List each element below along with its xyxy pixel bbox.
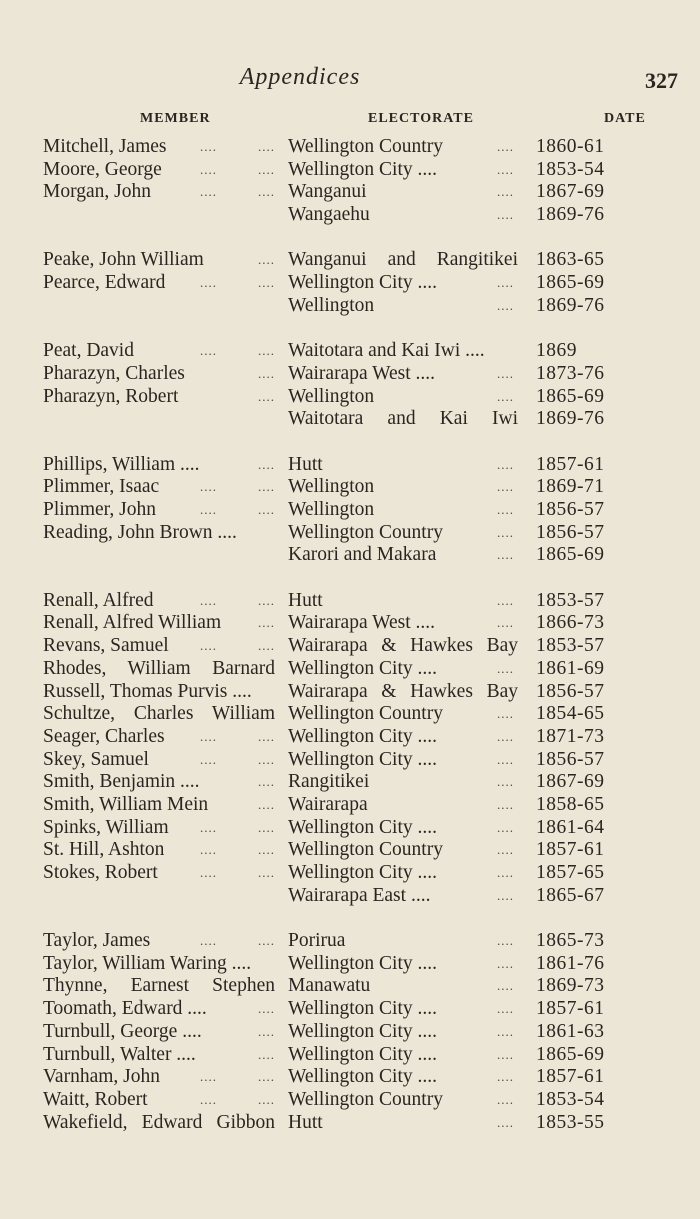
table-row xyxy=(0,1066,700,1089)
term-dates: 1865-73 xyxy=(536,930,605,952)
member-name: Waitt, Robert xyxy=(43,1088,148,1110)
member-name: Renall, Alfred William xyxy=(43,612,222,634)
electorate-name: Wairarapa West .... xyxy=(288,612,436,634)
electorate-leader-dots: .... xyxy=(497,547,514,563)
table-row xyxy=(0,408,700,431)
term-dates: 1860-61 xyxy=(536,136,605,157)
table-row xyxy=(0,136,700,159)
term-dates: 1869 xyxy=(536,340,577,362)
electorate-leader-dots: .... xyxy=(497,615,514,631)
term-dates: 1853-54 xyxy=(536,1088,605,1110)
electorate-leader-dots: .... xyxy=(497,479,514,495)
electorate-name: Wanganui xyxy=(288,181,367,203)
table-row xyxy=(0,1089,700,1112)
electorate-leader-dots: .... xyxy=(497,1046,514,1062)
term-dates: 1861-69 xyxy=(536,657,605,679)
term-dates: 1856-57 xyxy=(536,499,605,520)
term-dates: 1856-57 xyxy=(536,521,605,543)
electorate-leader-dots: .... xyxy=(497,955,514,971)
member-name: Taylor, James xyxy=(43,930,151,952)
electorate-leader-dots: .... xyxy=(497,297,514,313)
electorate-name: Wellington City .... xyxy=(288,816,438,838)
term-dates: 1869-71 xyxy=(536,476,605,498)
leader-dots: .... xyxy=(258,933,275,949)
leader-dots: .... xyxy=(258,842,275,858)
electorate-name: Wellington City .... xyxy=(288,272,438,294)
leader-dots: .... xyxy=(258,1023,275,1039)
member-name: Reading, John Brown .... xyxy=(43,521,237,543)
member-leader-dots: .... xyxy=(200,638,217,654)
table-row xyxy=(0,1021,700,1044)
term-dates: 1866-73 xyxy=(536,612,605,634)
member-leader-dots: .... xyxy=(200,842,217,858)
leader-dots: .... xyxy=(258,728,275,744)
electorate-name: Wanganui and Rangitikei xyxy=(288,249,518,271)
electorate-leader-dots: .... xyxy=(497,139,514,154)
table-row xyxy=(0,794,700,817)
electorate-name: Wellington xyxy=(288,385,375,407)
member-name: Smith, William Mein xyxy=(43,793,209,815)
electorate-name: Wellington City .... xyxy=(288,998,438,1020)
electorate-leader-dots: .... xyxy=(497,887,514,903)
member-name: Skey, Samuel xyxy=(43,748,149,770)
electorate-name: Porirua xyxy=(288,930,346,952)
electorate-name: Hutt xyxy=(288,589,323,611)
electorate-name: Wellington xyxy=(288,476,375,498)
member-name: Peake, John William xyxy=(43,249,204,271)
electorate-name: Hutt xyxy=(288,453,323,475)
member-leader-dots: .... xyxy=(200,184,217,200)
member-name: Taylor, William Waring .... xyxy=(43,952,252,974)
table-row xyxy=(0,658,700,681)
leader-dots: .... xyxy=(258,1001,275,1017)
member-name: Toomath, Edward .... xyxy=(43,998,207,1020)
electorate-leader-dots: .... xyxy=(497,774,514,790)
leader-dots: .... xyxy=(258,388,275,404)
leader-dots: .... xyxy=(258,139,275,154)
leader-dots: .... xyxy=(258,638,275,654)
column-header-member: MEMBER xyxy=(140,111,211,126)
electorate-name: Waitotara and Kai Iwi xyxy=(288,408,518,430)
member-name: Rhodes, William Barnard xyxy=(43,657,275,679)
member-leader-dots: .... xyxy=(200,343,217,359)
table-row xyxy=(0,204,700,227)
member-name: Russell, Thomas Purvis .... xyxy=(43,680,252,702)
member-name: Stokes, Robert xyxy=(43,862,158,883)
term-dates: 1857-61 xyxy=(536,998,605,1020)
electorate-name: Wellington xyxy=(288,294,375,316)
electorate-name: Wellington City .... xyxy=(288,748,438,770)
term-dates: 1865-69 xyxy=(536,272,605,294)
electorate-name: Waitotara and Kai Iwi .... xyxy=(288,340,485,362)
leader-dots: .... xyxy=(258,1046,275,1062)
electorate-leader-dots: .... xyxy=(497,865,514,880)
leader-dots: .... xyxy=(258,774,275,790)
term-dates: 1853-57 xyxy=(536,589,605,611)
table-row xyxy=(0,499,700,522)
electorate-leader-dots: .... xyxy=(497,1069,514,1085)
member-name: Pharazyn, Charles xyxy=(43,362,185,384)
table-row xyxy=(0,817,700,840)
leader-dots: .... xyxy=(258,751,275,767)
term-dates: 1869-76 xyxy=(536,294,605,316)
term-dates: 1871-73 xyxy=(536,725,605,747)
running-title: Appendices xyxy=(239,64,361,90)
term-dates: 1853-54 xyxy=(536,158,605,180)
table-row xyxy=(0,998,700,1021)
electorate-leader-dots: .... xyxy=(497,365,514,381)
member-leader-dots: .... xyxy=(200,479,217,495)
table-row xyxy=(0,159,700,182)
member-name: Turnbull, George .... xyxy=(43,1020,202,1042)
term-dates: 1869-76 xyxy=(536,408,605,430)
member-name: Revans, Samuel xyxy=(43,635,169,657)
table-row xyxy=(0,839,700,862)
electorate-name: Wellington City .... xyxy=(288,657,438,679)
member-name: Seager, Charles xyxy=(43,725,165,747)
member-name: St. Hill, Ashton xyxy=(43,839,165,861)
member-name: Pearce, Edward xyxy=(43,272,166,294)
member-name: Pharazyn, Robert xyxy=(43,385,179,407)
electorate-leader-dots: .... xyxy=(497,842,514,858)
table-row xyxy=(0,681,700,704)
electorate-leader-dots: .... xyxy=(497,1091,514,1107)
term-dates: 1857-65 xyxy=(536,862,605,883)
member-leader-dots: .... xyxy=(200,275,217,291)
electorate-name: Wairarapa West .... xyxy=(288,362,436,384)
leader-dots: .... xyxy=(258,184,275,200)
electorate-name: Wellington City .... xyxy=(288,862,438,883)
column-header-date: DATE xyxy=(604,111,646,126)
member-leader-dots: .... xyxy=(200,751,217,767)
column-header-electorate: ELECTORATE xyxy=(368,111,474,126)
electorate-name: Wellington City .... xyxy=(288,1043,438,1065)
electorate-leader-dots: .... xyxy=(497,751,514,767)
leader-dots: .... xyxy=(258,456,275,472)
electorate-leader-dots: .... xyxy=(497,706,514,722)
member-leader-dots: .... xyxy=(200,728,217,744)
electorate-name: Wellington City .... xyxy=(288,1020,438,1042)
leader-dots: .... xyxy=(258,1091,275,1107)
term-dates: 1865-69 xyxy=(536,1043,605,1065)
term-dates: 1854-65 xyxy=(536,703,605,725)
table-row xyxy=(0,590,700,613)
table-row xyxy=(0,295,700,318)
table-row xyxy=(0,476,700,499)
leader-dots: .... xyxy=(258,592,275,608)
member-leader-dots: .... xyxy=(200,819,217,835)
member-name: Renall, Alfred xyxy=(43,589,154,611)
term-dates: 1867-69 xyxy=(536,181,605,203)
member-name: Phillips, William .... xyxy=(43,453,200,475)
member-name: Plimmer, Isaac xyxy=(43,476,160,498)
term-dates: 1853-57 xyxy=(536,635,605,657)
electorate-leader-dots: .... xyxy=(497,502,514,517)
electorate-name: Wairarapa & Hawkes Bay xyxy=(288,635,518,657)
term-dates: 1869-73 xyxy=(536,975,605,997)
electorate-name: Wairarapa East .... xyxy=(288,884,431,906)
table-row xyxy=(0,1112,700,1135)
electorate-leader-dots: .... xyxy=(497,1023,514,1039)
leader-dots: .... xyxy=(258,479,275,495)
table-row xyxy=(0,771,700,794)
electorate-name: Karori and Makara xyxy=(288,544,437,566)
term-dates: 1856-57 xyxy=(536,680,605,702)
leader-dots: .... xyxy=(258,796,275,812)
electorate-leader-dots: .... xyxy=(497,1114,514,1130)
electorate-leader-dots: .... xyxy=(497,728,514,744)
member-leader-dots: .... xyxy=(200,865,217,880)
member-leader-dots: .... xyxy=(200,161,217,177)
term-dates: 1861-64 xyxy=(536,816,605,838)
member-leader-dots: .... xyxy=(200,592,217,608)
page-number: 327 xyxy=(645,68,678,93)
member-leader-dots: .... xyxy=(200,1069,217,1085)
table-row xyxy=(0,1044,700,1067)
electorate-leader-dots: .... xyxy=(497,978,514,994)
member-leader-dots: .... xyxy=(200,139,217,154)
table-row xyxy=(0,522,700,545)
table-row xyxy=(0,885,700,908)
leader-dots: .... xyxy=(258,365,275,381)
electorate-name: Wellington xyxy=(288,499,375,520)
term-dates: 1873-76 xyxy=(536,362,605,384)
table-row xyxy=(0,249,700,272)
term-dates: 1865-67 xyxy=(536,884,605,906)
electorate-name: Wellington Country xyxy=(288,1088,443,1110)
leader-dots: .... xyxy=(258,615,275,631)
member-name: Plimmer, John xyxy=(43,499,156,520)
table-row xyxy=(0,454,700,477)
table-row xyxy=(0,386,700,409)
electorate-name: Wellington Country xyxy=(288,136,443,157)
table-row xyxy=(0,862,700,885)
term-dates: 1865-69 xyxy=(536,385,605,407)
electorate-name: Wellington City .... xyxy=(288,1066,438,1088)
term-dates: 1863-65 xyxy=(536,249,605,271)
electorate-leader-dots: .... xyxy=(497,796,514,812)
leader-dots: .... xyxy=(258,343,275,359)
term-dates: 1856-57 xyxy=(536,748,605,770)
table-row xyxy=(0,703,700,726)
electorate-name: Wairarapa xyxy=(288,793,368,815)
table-row xyxy=(0,544,700,567)
electorate-name: Wellington City .... xyxy=(288,158,438,180)
electorate-leader-dots: .... xyxy=(497,161,514,177)
table-row xyxy=(0,726,700,749)
member-name: Varnham, John xyxy=(43,1066,160,1088)
term-dates: 1857-61 xyxy=(536,453,605,475)
electorate-leader-dots: .... xyxy=(497,1001,514,1017)
electorate-name: Wellington Country xyxy=(288,521,443,543)
table-row xyxy=(0,635,700,658)
electorate-name: Manawatu xyxy=(288,975,371,997)
member-name: Schultze, Charles William xyxy=(43,703,275,725)
table-row xyxy=(0,181,700,204)
member-name: Wakefield, Edward Gibbon xyxy=(43,1111,275,1133)
member-name: Spinks, William xyxy=(43,816,169,838)
electorate-leader-dots: .... xyxy=(497,660,514,676)
term-dates: 1865-69 xyxy=(536,544,605,566)
member-name: Turnbull, Walter .... xyxy=(43,1043,196,1065)
electorate-name: Wangaehu xyxy=(288,204,370,226)
electorate-leader-dots: .... xyxy=(497,184,514,200)
term-dates: 1869-76 xyxy=(536,204,605,226)
electorate-leader-dots: .... xyxy=(497,388,514,404)
electorate-name: Wellington Country xyxy=(288,839,443,861)
leader-dots: .... xyxy=(258,1069,275,1085)
table-row xyxy=(0,612,700,635)
table-row xyxy=(0,272,700,295)
member-leader-dots: .... xyxy=(200,933,217,949)
term-dates: 1861-76 xyxy=(536,952,605,974)
table-row xyxy=(0,930,700,953)
leader-dots: .... xyxy=(258,161,275,177)
electorate-name: Wellington City .... xyxy=(288,952,438,974)
term-dates: 1861-63 xyxy=(536,1020,605,1042)
table-row xyxy=(0,975,700,998)
electorate-name: Wellington Country xyxy=(288,703,443,725)
leader-dots: .... xyxy=(258,865,275,880)
electorate-name: Rangitikei xyxy=(288,771,370,793)
member-name: Peat, David xyxy=(43,340,134,362)
member-name: Mitchell, James xyxy=(43,136,167,157)
table-row xyxy=(0,953,700,976)
leader-dots: .... xyxy=(258,819,275,835)
term-dates: 1853-55 xyxy=(536,1111,605,1133)
member-name: Smith, Benjamin .... xyxy=(43,771,200,793)
term-dates: 1858-65 xyxy=(536,793,605,815)
electorate-name: Wairarapa & Hawkes Bay xyxy=(288,680,518,702)
member-leader-dots: .... xyxy=(200,1091,217,1107)
electorate-leader-dots: .... xyxy=(497,933,514,949)
electorate-leader-dots: .... xyxy=(497,207,514,223)
term-dates: 1867-69 xyxy=(536,771,605,793)
member-name: Moore, George xyxy=(43,158,162,180)
member-table xyxy=(0,136,700,1134)
term-dates: 1857-61 xyxy=(536,839,605,861)
member-leader-dots: .... xyxy=(200,502,217,517)
electorate-leader-dots: .... xyxy=(497,524,514,540)
leader-dots: .... xyxy=(258,275,275,291)
table-row xyxy=(0,749,700,772)
leader-dots: .... xyxy=(258,252,275,268)
electorate-leader-dots: .... xyxy=(497,592,514,608)
electorate-name: Hutt xyxy=(288,1111,323,1133)
leader-dots: .... xyxy=(258,502,275,517)
electorate-name: Wellington City .... xyxy=(288,725,438,747)
table-row xyxy=(0,340,700,363)
term-dates: 1857-61 xyxy=(536,1066,605,1088)
member-name: Thynne, Earnest Stephen xyxy=(43,975,275,997)
member-name: Morgan, John xyxy=(43,181,151,203)
table-row xyxy=(0,363,700,386)
electorate-leader-dots: .... xyxy=(497,819,514,835)
electorate-leader-dots: .... xyxy=(497,456,514,472)
electorate-leader-dots: .... xyxy=(497,275,514,291)
